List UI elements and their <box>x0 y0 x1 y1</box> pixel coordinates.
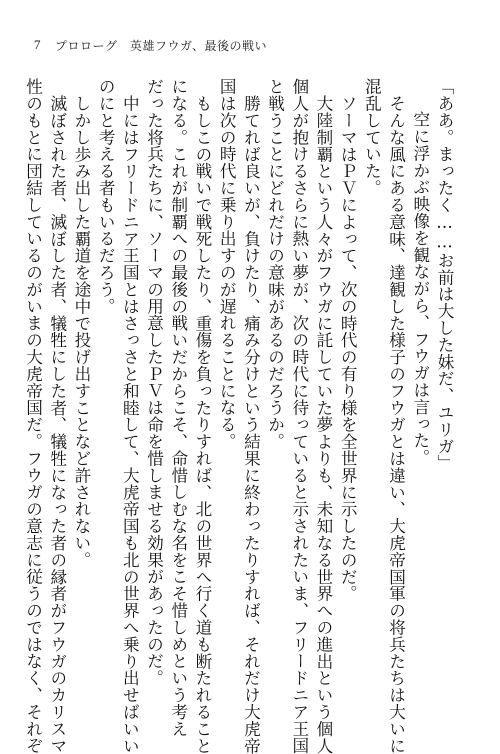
vertical-body-text <box>20 78 456 754</box>
text-column: と戦うことにどれだけの意味があるのだろうか。 <box>265 78 285 450</box>
running-header <box>34 36 267 54</box>
text-column: のにと考える者もいるだろう。 <box>96 78 116 315</box>
text-column: 勝てれば良いが、負けたり、痛み分けという結果に終わったりすれば、それだけ大虎帝 <box>241 94 261 754</box>
text-column: 「ああ。まったく……お前は大した妹だ、ユリガ」 <box>435 78 454 472</box>
text-column: ソーマはＰＶによって、次の時代の有り様を全世界に示したのだ。 <box>338 94 358 602</box>
text-column: だった将兵たちに、ソーマの用意したＰＶは命を惜しませる効果があったのだ。 <box>144 78 164 687</box>
text-column: そんな風にある意味、達観した様子のフウガとは違い、大虎帝国軍の将兵たちは大いに <box>386 94 406 754</box>
text-column: 混乱していた。 <box>362 78 382 197</box>
page-number: 7 <box>34 37 41 52</box>
text-column: 国は次の時代に乗り出すのが遅れることになる。 <box>217 78 237 450</box>
text-column: もしこの戦いで戦死したり、重傷を負ったりすれば、北の世界へ行く道も断たれること <box>192 94 212 754</box>
text-column: になる。これが制覇への最後の戦いだからこそ、命惜しむな名をこそ惜しめという考え <box>168 78 188 738</box>
text-column: 中にはフリードニア王国とはさっさと和睦して、大虎帝国も北の世界へ乗り出せばいい <box>120 94 140 754</box>
text-column: 性のもとに団結しているのがいまの大虎帝国だ。フウガの意志に従うのではなく、それぞ <box>23 78 43 754</box>
text-column: しかし歩み出した覇道を途中で投げ出すことなど許されない。 <box>71 94 91 568</box>
text-column: 大陸制覇という人々がフウガに託していた夢よりも、未知なる世界への進出という個人 <box>313 94 333 754</box>
text-column: 空に浮かぶ映像を観ながら、フウガは言った。 <box>410 111 430 467</box>
chapter-title: プロローグ 英雄フウガ、最後の戦い <box>55 38 268 53</box>
text-column: 個人が抱けるさらに熱い夢が、次の時代に待っていると示されたいま、フリードニア王国 <box>289 78 309 754</box>
text-column: 滅ぼされた者、滅ぼした者、犠牲にした者、犠牲になった者の縁者がフウガのカリスマ <box>47 94 67 754</box>
